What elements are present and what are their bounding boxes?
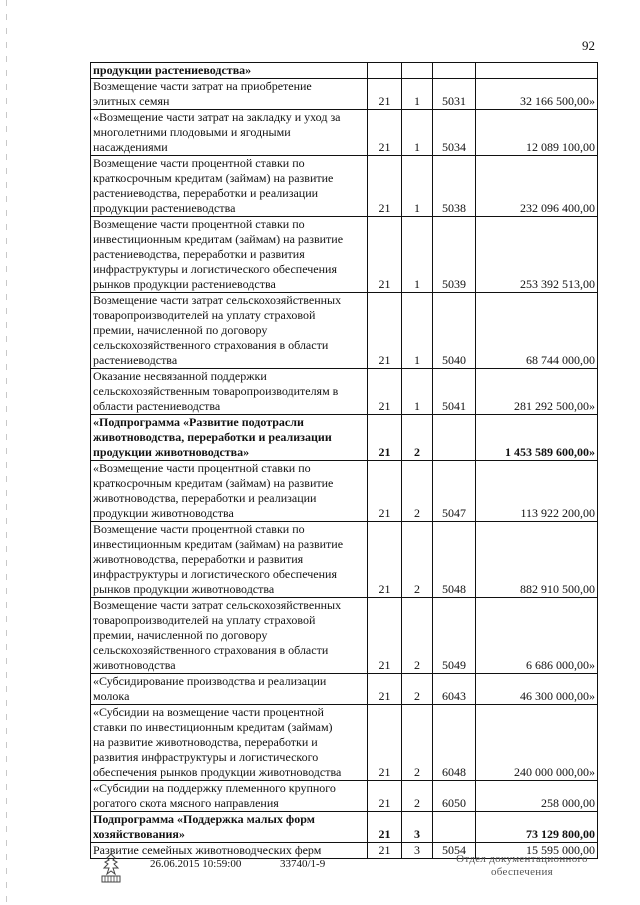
row-code3-cell: 5039: [433, 217, 476, 293]
row-code3-cell: 5047: [433, 461, 476, 522]
row-name-cell: Развитие семейных животноводческих ферм: [91, 843, 368, 859]
row-code3-cell: 5034: [433, 110, 476, 156]
row-code2-cell: 2: [402, 415, 433, 461]
row-name-cell: Возмещение части затрат сельскохозяйственных товаропроизводителей на уплату страховой премии, начисленной по договору сельскохозяйственного страхования в области растениеводства: [91, 293, 368, 369]
row-code2-cell: 2: [402, 674, 433, 705]
row-name-cell: Оказание несвязанной поддержки сельскохозяйственным товаропроизводителям в области растениеводства: [91, 369, 368, 415]
row-code3-cell: [433, 415, 476, 461]
row-name-cell: «Субсидии на поддержку племенного крупного рогатого скота мясного направления: [91, 781, 368, 812]
row-code1-cell: 21: [368, 217, 402, 293]
row-name-cell: Возмещение части процентной ставки по инвестиционным кредитам (займам) на развитие растениеводства, переработки и развития инфраструктуры и логистического обеспечения рынков продукции растениеводства: [91, 217, 368, 293]
row-name-cell: Возмещение части затрат на приобретение элитных семян: [91, 79, 368, 110]
row-name-cell: «Субсидии на возмещение части процентной ставки по инвестиционным кредитам (займам) на развитие животноводства, переработки и развития инфраструктуры и логистического обеспечения рынков продукции животноводства: [91, 705, 368, 781]
row-amount-cell: 1 453 589 600,00»: [476, 415, 598, 461]
row-amount-cell: 12 089 100,00: [476, 110, 598, 156]
footer-doc-number: 33740/1-9: [280, 858, 326, 870]
table-row: [91, 415, 598, 461]
row-code3-cell: 5041: [433, 369, 476, 415]
row-code1-cell: 21: [368, 705, 402, 781]
row-amount-cell: 113 922 200,00: [476, 461, 598, 522]
row-code3-cell: [433, 812, 476, 843]
table-row: [91, 781, 598, 812]
table-row: [91, 674, 598, 705]
row-amount-cell: 258 000,00: [476, 781, 598, 812]
row-code1-cell: 21: [368, 79, 402, 110]
row-code3-cell: 5049: [433, 598, 476, 674]
row-code1-cell: 21: [368, 843, 402, 859]
page-number: 92: [582, 38, 595, 53]
row-amount-cell: 15 595 000,00: [476, 843, 598, 859]
table-row: [91, 217, 598, 293]
table-row: [91, 598, 598, 674]
row-code1-cell: 21: [368, 415, 402, 461]
row-amount-cell: 882 910 500,00: [476, 522, 598, 598]
row-code2-cell: 2: [402, 781, 433, 812]
row-code2-cell: 1: [402, 217, 433, 293]
row-code3-cell: 5040: [433, 293, 476, 369]
table-row: [91, 293, 598, 369]
row-code2-cell: 1: [402, 110, 433, 156]
row-name-cell: «Подпрограмма «Развитие подотрасли животноводства, переработки и реализации продукции животноводства»: [91, 415, 368, 461]
table-row: [91, 156, 598, 217]
row-code3-cell: 5031: [433, 79, 476, 110]
table-row: [91, 812, 598, 843]
row-code2-cell: 2: [402, 461, 433, 522]
row-code1-cell: 21: [368, 812, 402, 843]
row-code3-cell: 6043: [433, 674, 476, 705]
stamp-line-2: обеспечения: [490, 866, 554, 878]
row-code1-cell: 21: [368, 598, 402, 674]
table-row: [91, 705, 598, 781]
row-name-cell: Возмещение части процентной ставки по инвестиционным кредитам (займам) на развитие животноводства, переработки и развития инфраструктуры и логистического обеспечения рынков продукции животноводства: [91, 522, 368, 598]
row-code3-cell: 6048: [433, 705, 476, 781]
coat-of-arms-icon: [96, 852, 126, 886]
row-code2-cell: 1: [402, 156, 433, 217]
row-name-cell: «Возмещение части процентной ставки по краткосрочным кредитам (займам) на развитие животноводства, переработки и реализации продукции животноводства: [91, 461, 368, 522]
row-code2-cell: 1: [402, 293, 433, 369]
row-amount-cell: 68 744 000,00: [476, 293, 598, 369]
department-stamp: [452, 853, 592, 879]
row-code1-cell: 21: [368, 674, 402, 705]
row-name-cell: продукции растениеводства»: [91, 63, 368, 79]
row-name-cell: Возмещение части затрат сельскохозяйственных товаропроизводителей на уплату страховой премии, начисленной по договору сельскохозяйственного страхования в области животноводства: [91, 598, 368, 674]
row-code1-cell: [368, 63, 402, 79]
row-amount-cell: 281 292 500,00»: [476, 369, 598, 415]
row-code2-cell: 2: [402, 705, 433, 781]
row-amount-cell: [476, 63, 598, 79]
row-code2-cell: 2: [402, 522, 433, 598]
row-amount-cell: 73 129 800,00: [476, 812, 598, 843]
row-code1-cell: 21: [368, 110, 402, 156]
row-code1-cell: 21: [368, 369, 402, 415]
row-code2-cell: 1: [402, 79, 433, 110]
table-row: [91, 110, 598, 156]
row-amount-cell: 6 686 000,00»: [476, 598, 598, 674]
row-amount-cell: 253 392 513,00: [476, 217, 598, 293]
row-code3-cell: 5054: [433, 843, 476, 859]
stamp-line-1: Отдел документационного: [456, 853, 588, 865]
row-code2-cell: 2: [402, 598, 433, 674]
budget-table: [90, 62, 598, 859]
row-code2-cell: 1: [402, 369, 433, 415]
row-amount-cell: 232 096 400,00: [476, 156, 598, 217]
scan-edge-artifact: [6, 0, 7, 905]
row-code3-cell: 5048: [433, 522, 476, 598]
row-amount-cell: 32 166 500,00»: [476, 79, 598, 110]
row-amount-cell: 46 300 000,00»: [476, 674, 598, 705]
row-code2-cell: 3: [402, 843, 433, 859]
footer-date: 26.06.2015 10:59:00: [150, 858, 242, 870]
row-name-cell: Возмещение части процентной ставки по краткосрочным кредитам (займам) на развитие растениеводства, переработки и реализации продукции растениеводства: [91, 156, 368, 217]
table-row: [91, 79, 598, 110]
row-code1-cell: 21: [368, 293, 402, 369]
row-code2-cell: 3: [402, 812, 433, 843]
row-code3-cell: 6050: [433, 781, 476, 812]
table-row: [91, 63, 598, 79]
row-code1-cell: 21: [368, 781, 402, 812]
row-code2-cell: [402, 63, 433, 79]
row-name-cell: Подпрограмма «Поддержка малых форм хозяйствования»: [91, 812, 368, 843]
row-code1-cell: 21: [368, 522, 402, 598]
row-code3-cell: [433, 63, 476, 79]
row-code1-cell: 21: [368, 156, 402, 217]
row-name-cell: «Возмещение части затрат на закладку и уход за многолетними плодовыми и ягодными насаждениями: [91, 110, 368, 156]
row-code3-cell: 5038: [433, 156, 476, 217]
row-amount-cell: 240 000 000,00»: [476, 705, 598, 781]
table-row: [91, 461, 598, 522]
table-row: [91, 522, 598, 598]
table-row: [91, 369, 598, 415]
row-code1-cell: 21: [368, 461, 402, 522]
row-name-cell: «Субсидирование производства и реализации молока: [91, 674, 368, 705]
